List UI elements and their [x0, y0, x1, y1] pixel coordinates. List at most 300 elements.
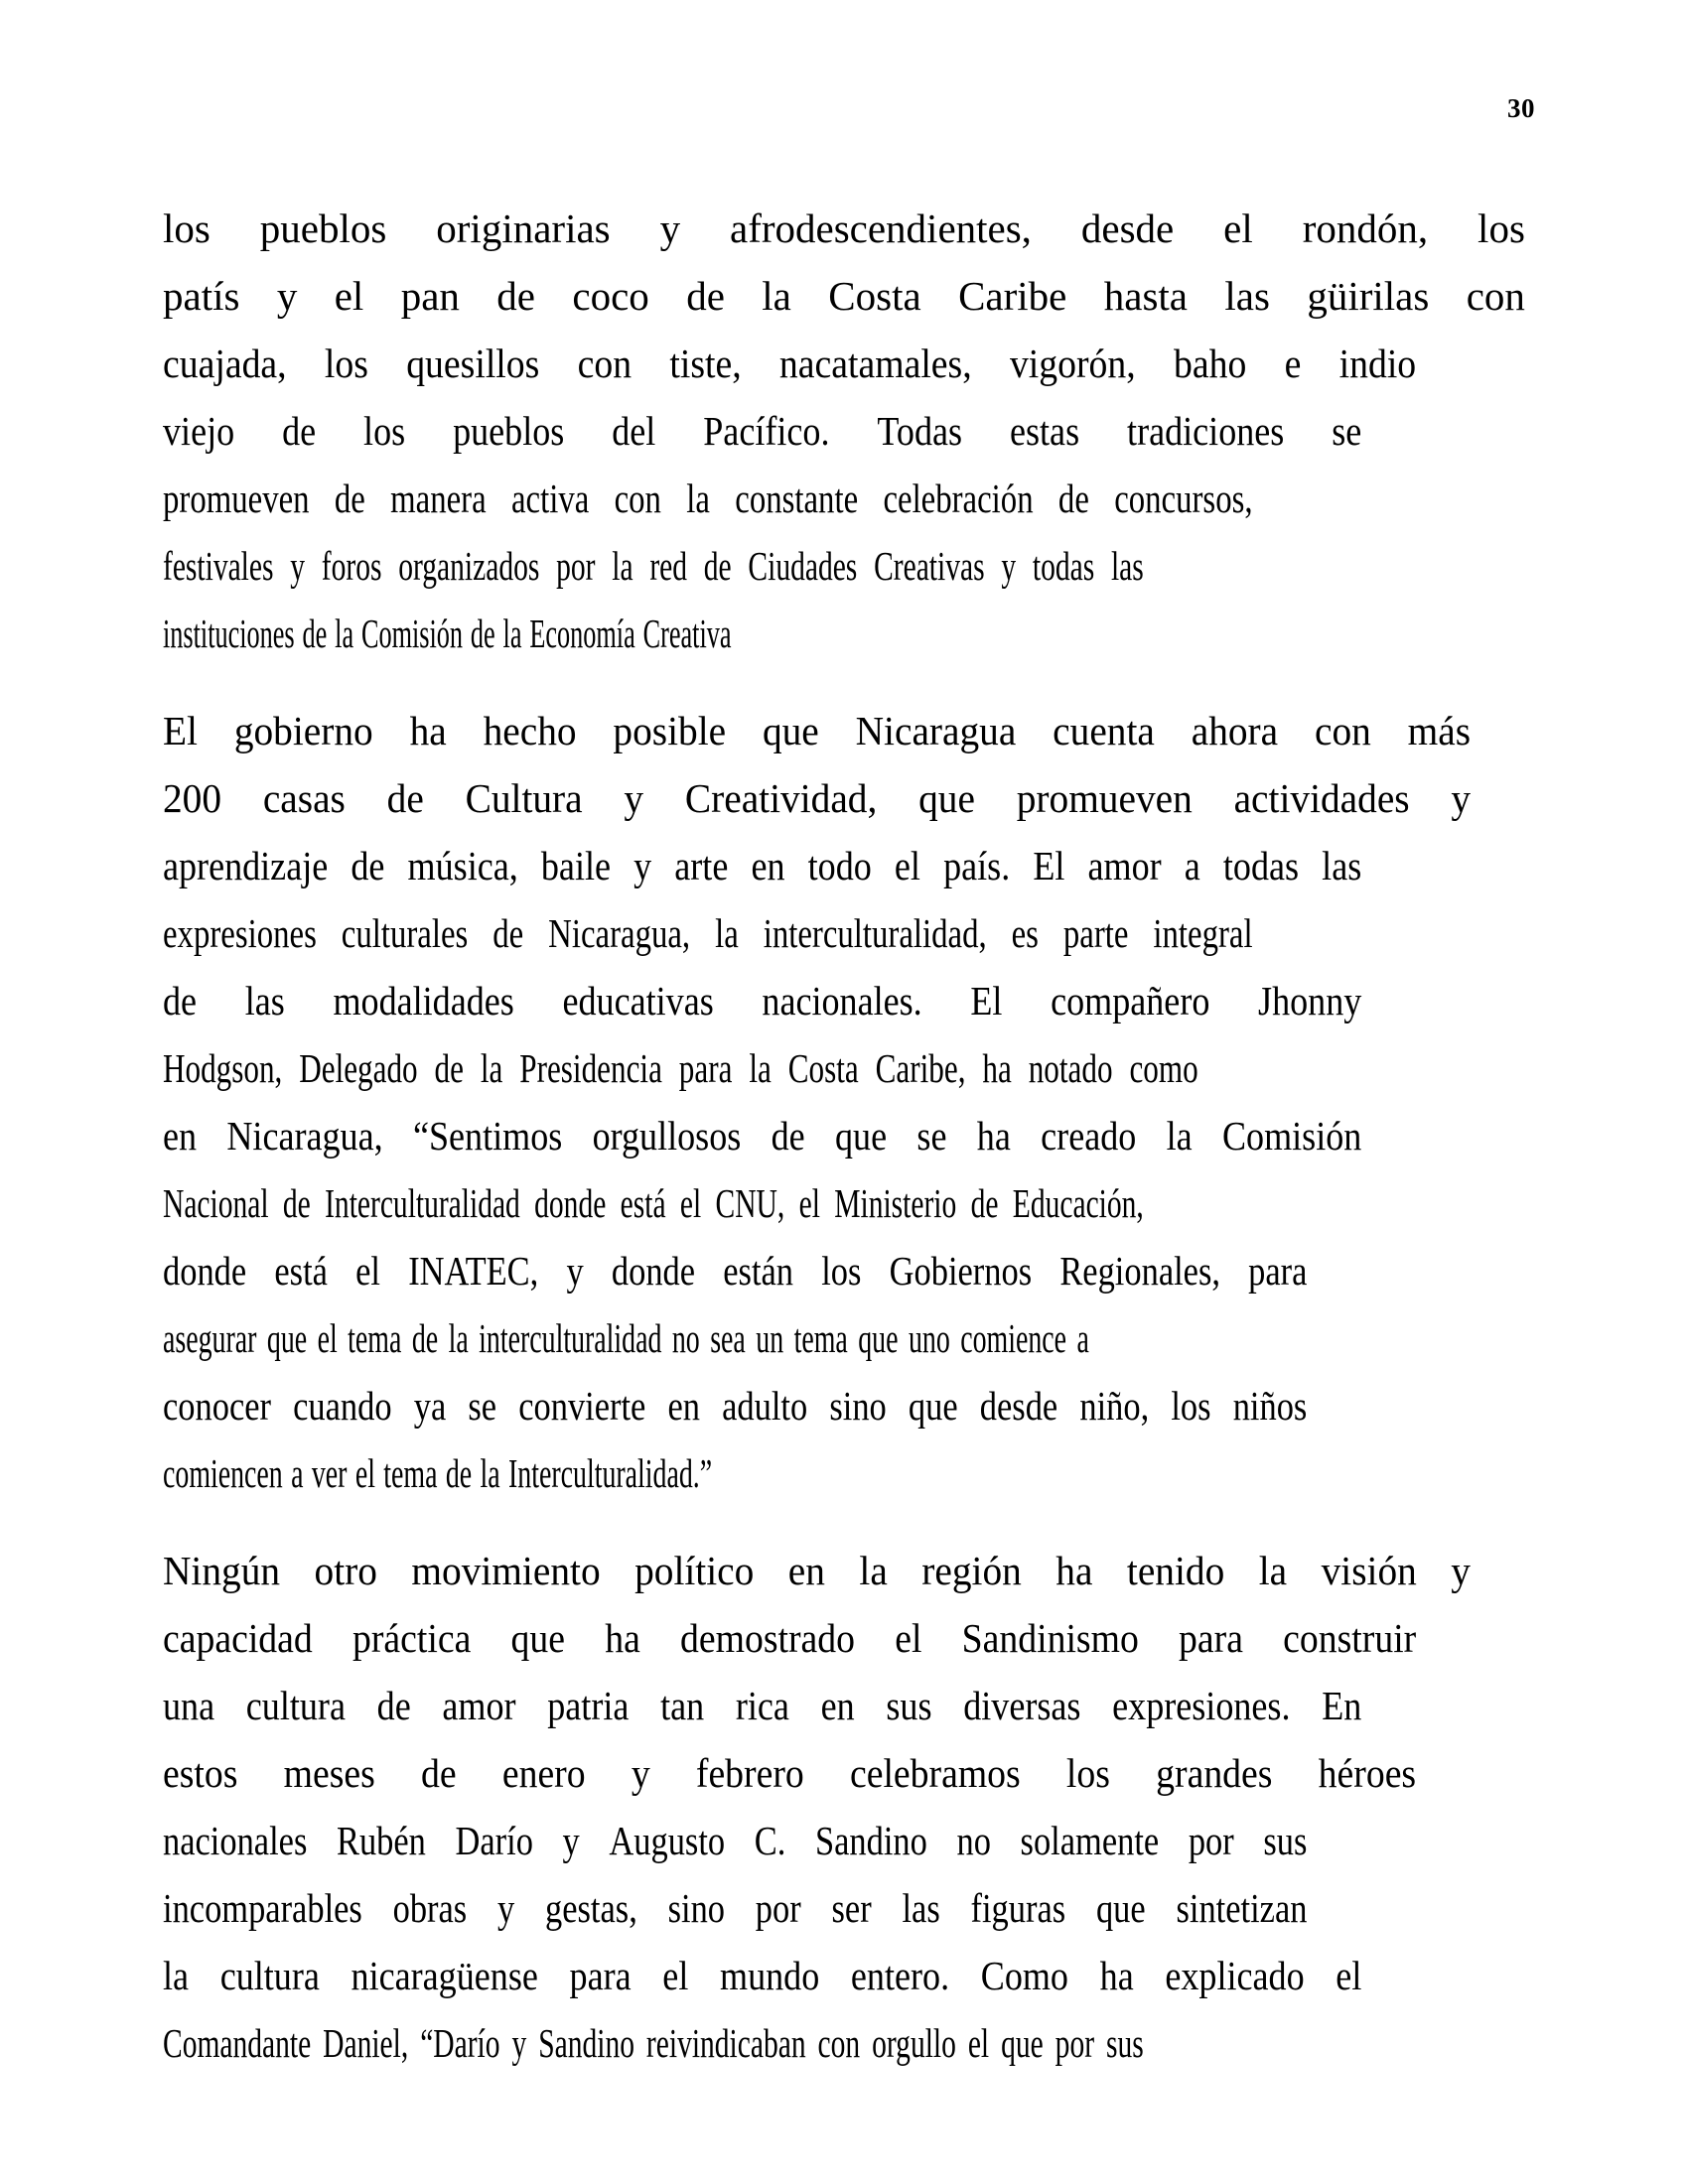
word: los	[1171, 1383, 1211, 1429]
word: el	[798, 1180, 820, 1226]
word: tan	[660, 1683, 705, 1728]
word: la	[686, 476, 710, 521]
word: el	[317, 1315, 338, 1361]
word: baho	[1173, 341, 1247, 386]
word: la	[1258, 1548, 1288, 1593]
word: ahora	[1191, 708, 1279, 753]
word: de	[470, 611, 495, 656]
word: Regionales,	[1059, 1248, 1220, 1294]
word: está	[620, 1180, 666, 1226]
word: rondón,	[1302, 205, 1429, 251]
word: afrodescendientes,	[730, 205, 1032, 251]
word: interculturalidad,	[763, 910, 987, 956]
word: educativas	[562, 978, 714, 1024]
word: la	[480, 1450, 500, 1496]
word: casas	[262, 775, 346, 821]
word: construir	[1283, 1615, 1417, 1661]
word: nicaragüense	[351, 1953, 538, 1998]
word: político	[634, 1548, 755, 1593]
body-text	[163, 195, 1525, 2077]
word: aprendizaje	[163, 843, 329, 888]
word: en	[751, 843, 785, 888]
word: Ciudades	[748, 543, 858, 589]
word: red	[649, 543, 688, 589]
word: se	[1332, 408, 1362, 454]
word: de	[1057, 476, 1089, 521]
word: coco	[572, 273, 649, 319]
word: que	[266, 1315, 308, 1361]
word: celebramos	[849, 1750, 1021, 1796]
word: orgullo	[872, 2020, 956, 2066]
word: ha	[1055, 1548, 1093, 1593]
word: de	[163, 978, 198, 1024]
word: nacatamales,	[778, 341, 972, 386]
word: los	[1477, 205, 1525, 251]
word: tiste,	[669, 341, 742, 386]
word: quesillos	[406, 341, 540, 386]
word: adulto	[722, 1383, 808, 1429]
word: compañero	[1051, 978, 1210, 1024]
word: el	[354, 1450, 375, 1496]
justified-line	[163, 1807, 1307, 1874]
word: ha	[409, 708, 447, 753]
word: tenido	[1126, 1548, 1225, 1593]
word: sus	[886, 1683, 932, 1728]
word: las	[1322, 843, 1362, 888]
word: el	[967, 2020, 990, 2066]
word: de	[376, 1683, 411, 1728]
word: para	[678, 1045, 733, 1091]
word: y	[497, 1885, 515, 1931]
word: Comisión	[360, 611, 464, 656]
word: instituciones	[163, 611, 295, 656]
text-line	[163, 1439, 1089, 1507]
word: niños	[1232, 1383, 1308, 1429]
justified-line	[163, 1372, 1307, 1439]
word: con	[577, 341, 633, 386]
word: y	[290, 543, 306, 589]
word: convierte	[518, 1383, 646, 1429]
text-line	[163, 1304, 1089, 1372]
word: manera	[390, 476, 487, 521]
word: meses	[283, 1750, 375, 1796]
word: el	[355, 1248, 380, 1294]
justified-line	[163, 1942, 1361, 2009]
word: Cultura	[465, 775, 583, 821]
word: no	[671, 1315, 700, 1361]
word: expresiones	[163, 910, 317, 956]
word: creado	[1041, 1113, 1137, 1159]
word: promueven	[163, 476, 310, 521]
word: Sandino	[814, 1818, 927, 1863]
word: los	[324, 341, 368, 386]
word: que	[918, 775, 975, 821]
word: Economía	[529, 611, 635, 656]
word: que	[858, 1315, 899, 1361]
word: modalidades	[333, 978, 514, 1024]
word: pueblos	[259, 205, 387, 251]
justified-line	[163, 1102, 1361, 1169]
word: a	[1076, 1315, 1089, 1361]
word: el	[679, 1180, 702, 1226]
word: movimiento	[411, 1548, 601, 1593]
word: Como	[980, 1953, 1068, 1998]
word: sus	[1263, 1818, 1308, 1863]
word: cultura	[245, 1683, 346, 1728]
justified-line	[163, 330, 1416, 397]
word: como	[1129, 1045, 1198, 1091]
word: de	[302, 611, 328, 656]
word: sino	[829, 1383, 887, 1429]
text-line	[163, 1034, 1198, 1102]
justified-line	[163, 1739, 1416, 1807]
word: se	[916, 1113, 947, 1159]
word: y	[1451, 1548, 1471, 1593]
word: donde	[611, 1248, 696, 1294]
word: de	[386, 775, 424, 821]
word: donde	[163, 1248, 247, 1294]
word: se	[468, 1383, 497, 1429]
word: Nicaragua,	[226, 1113, 383, 1159]
word: explicado	[1165, 1953, 1305, 1998]
word: Caribe,	[875, 1045, 966, 1091]
word: Ministerio	[834, 1180, 957, 1226]
word: C.	[754, 1818, 786, 1863]
word: ha	[982, 1045, 1012, 1091]
text-line	[163, 262, 1525, 330]
text-line	[163, 899, 1253, 967]
word: Costa	[828, 273, 921, 319]
justified-line	[163, 1304, 1089, 1372]
word: güirilas	[1307, 273, 1430, 319]
text-line	[163, 1604, 1416, 1672]
text-line	[163, 1942, 1361, 2009]
word: Educación,	[1012, 1180, 1144, 1226]
word: mundo	[720, 1953, 820, 1998]
word: y	[511, 2020, 527, 2066]
word: la	[480, 1045, 503, 1091]
word: ha	[1099, 1953, 1134, 1998]
word: con	[817, 2020, 861, 2066]
word: integral	[1153, 910, 1253, 956]
word: solamente	[1020, 1818, 1160, 1863]
word: Rubén	[336, 1818, 426, 1863]
word: es	[1011, 910, 1039, 956]
word: con	[614, 476, 661, 521]
justified-line	[163, 967, 1361, 1034]
word: rica	[735, 1683, 789, 1728]
word: Augusto	[609, 1818, 726, 1863]
word: Todas	[877, 408, 963, 454]
word: organizados	[398, 543, 540, 589]
word: El	[1033, 843, 1065, 888]
word: con	[1466, 273, 1525, 319]
word: Hodgson,	[163, 1045, 283, 1091]
word: una	[163, 1683, 215, 1728]
word: diversas	[963, 1683, 1081, 1728]
text-line	[163, 532, 1144, 600]
word: visión	[1321, 1548, 1417, 1593]
justified-line	[163, 1439, 1089, 1507]
word: para	[1248, 1248, 1308, 1294]
word: Jhonny	[1258, 978, 1362, 1024]
word: capacidad	[163, 1615, 313, 1661]
justified-line	[163, 465, 1253, 532]
word: por	[556, 543, 596, 589]
word: y	[276, 273, 298, 319]
word: en	[787, 1548, 825, 1593]
word: Interculturalidad	[325, 1180, 520, 1226]
word: patria	[547, 1683, 630, 1728]
word: está	[274, 1248, 328, 1294]
word: e	[1284, 341, 1302, 386]
word: y	[624, 775, 644, 821]
word: en	[667, 1383, 700, 1429]
justified-line	[163, 697, 1471, 764]
word: uno	[908, 1315, 950, 1361]
word: los	[1065, 1750, 1110, 1796]
word: los	[363, 408, 406, 454]
word: tradiciones	[1127, 408, 1285, 454]
justified-line	[163, 262, 1525, 330]
paragraph	[163, 1537, 1525, 2077]
word: de	[703, 543, 732, 589]
word: de	[282, 408, 317, 454]
word: del	[612, 408, 656, 454]
word: concursos,	[1114, 476, 1253, 521]
word: en	[163, 1113, 198, 1159]
word: Caribe	[958, 273, 1067, 319]
word: la	[612, 543, 633, 589]
word: las	[1110, 543, 1144, 589]
justified-line	[163, 600, 1035, 667]
word: de	[771, 1113, 805, 1159]
justified-line	[163, 532, 1144, 600]
word: por	[1188, 1818, 1234, 1863]
text-line	[163, 1874, 1307, 1942]
word: parte	[1062, 910, 1129, 956]
word: figuras	[970, 1885, 1066, 1931]
word: promueven	[1016, 775, 1193, 821]
word: de	[282, 1180, 311, 1226]
text-line	[163, 1102, 1361, 1169]
text-line	[163, 330, 1416, 397]
word: la	[502, 611, 522, 656]
word: ya	[413, 1383, 447, 1429]
word: para	[1179, 1615, 1243, 1661]
justified-line	[163, 195, 1525, 262]
word: de	[686, 273, 725, 319]
word: de	[351, 843, 385, 888]
word: enero	[501, 1750, 586, 1796]
word: vigorón,	[1009, 341, 1136, 386]
word: indio	[1338, 341, 1417, 386]
word: y	[1001, 543, 1017, 589]
word: grandes	[1156, 1750, 1273, 1796]
word: cuando	[293, 1383, 392, 1429]
word: pueblos	[453, 408, 565, 454]
word: las	[902, 1885, 940, 1931]
word: orgullosos	[592, 1113, 742, 1159]
word: cuenta	[1053, 708, 1155, 753]
paragraph	[163, 195, 1525, 667]
word: país.	[943, 843, 1011, 888]
word: hecho	[483, 708, 577, 753]
word: amor	[442, 1683, 516, 1728]
word: los	[821, 1248, 862, 1294]
word: hasta	[1103, 273, 1188, 319]
word: arte	[674, 843, 729, 888]
word: activa	[510, 476, 590, 521]
word: Pacífico.	[703, 408, 830, 454]
justified-line	[163, 397, 1361, 465]
word: otro	[314, 1548, 377, 1593]
word: las	[244, 978, 285, 1024]
word: interculturalidad	[479, 1315, 662, 1361]
word: por	[1055, 2020, 1095, 2066]
word: Interculturalidad.”	[508, 1450, 713, 1496]
word: Presidencia	[519, 1045, 662, 1091]
word: que	[1001, 2020, 1044, 2066]
word: cultura	[219, 1953, 320, 1998]
word: el	[1336, 1953, 1362, 1998]
word: la	[448, 1315, 469, 1361]
word: de	[434, 1045, 464, 1091]
word: gobierno	[233, 708, 373, 753]
word: comiencen	[163, 1450, 283, 1496]
word: notado	[1028, 1045, 1113, 1091]
word: “Darío	[420, 2020, 500, 2066]
word: sino	[667, 1885, 726, 1931]
word: sus	[1105, 2020, 1144, 2066]
justified-line	[163, 1169, 1144, 1237]
word: la	[859, 1548, 888, 1593]
word: la	[1166, 1113, 1193, 1159]
word: la	[762, 273, 791, 319]
word: baile	[540, 843, 612, 888]
word: El	[970, 978, 1003, 1024]
word: la	[335, 611, 354, 656]
word: pan	[400, 273, 460, 319]
word: donde	[534, 1180, 607, 1226]
word: Daniel,	[323, 2020, 409, 2066]
word: héroes	[1318, 1750, 1417, 1796]
word: y	[566, 1248, 584, 1294]
word: culturales	[341, 910, 469, 956]
word: tema	[348, 1315, 402, 1361]
word: la	[163, 1953, 190, 1998]
word: cuajada,	[163, 341, 287, 386]
word: que	[834, 1113, 888, 1159]
word: Costa	[787, 1045, 859, 1091]
word: En	[1322, 1683, 1362, 1728]
word: a	[1184, 843, 1200, 888]
word: expresiones.	[1112, 1683, 1291, 1728]
word: que	[908, 1383, 958, 1429]
word: obras	[392, 1885, 468, 1931]
text-line	[163, 1807, 1307, 1874]
paragraph	[163, 697, 1525, 1507]
text-line	[163, 697, 1471, 764]
word: más	[1407, 708, 1472, 753]
word: y	[631, 1750, 650, 1796]
text-line	[163, 832, 1361, 899]
word: no	[956, 1818, 991, 1863]
word: de	[496, 273, 535, 319]
word: festivales	[163, 543, 274, 589]
text-line	[163, 600, 1035, 667]
word: que	[510, 1615, 566, 1661]
word: un	[756, 1315, 784, 1361]
word: Comisión	[1221, 1113, 1362, 1159]
word: estos	[163, 1750, 238, 1796]
justified-line	[163, 2009, 1144, 2077]
word: febrero	[695, 1750, 804, 1796]
word: “Sentimos	[412, 1113, 563, 1159]
word: reivindicaban	[645, 2020, 806, 2066]
word: que	[762, 708, 819, 753]
text-line	[163, 195, 1525, 262]
word: CNU,	[715, 1180, 785, 1226]
word: nacionales.	[762, 978, 922, 1024]
word: de	[970, 1180, 999, 1226]
word: ver	[311, 1450, 348, 1496]
text-line	[163, 2009, 1144, 2077]
word: ser	[831, 1885, 872, 1931]
word: Delegado	[299, 1045, 418, 1091]
word: nacionales	[163, 1818, 308, 1863]
word: todo	[807, 843, 872, 888]
word: la	[715, 910, 739, 956]
text-line	[163, 1537, 1471, 1604]
word: comience	[960, 1315, 1067, 1361]
word: constante	[735, 476, 859, 521]
word: con	[1314, 708, 1371, 753]
word: asegurar	[163, 1315, 257, 1361]
word: Creatividad,	[684, 775, 878, 821]
word: El	[163, 708, 198, 753]
word: la	[749, 1045, 772, 1091]
word: de	[421, 1750, 457, 1796]
word: práctica	[352, 1615, 472, 1661]
text-line	[163, 1169, 1144, 1237]
word: para	[569, 1953, 632, 1998]
word: ha	[605, 1615, 640, 1661]
word: patís	[163, 273, 240, 319]
word: originarias	[436, 205, 611, 251]
word: están	[723, 1248, 794, 1294]
word: y	[1451, 775, 1472, 821]
word: el	[334, 273, 364, 319]
word: todas	[1222, 843, 1300, 888]
word: entero.	[850, 1953, 950, 1998]
word: demostrado	[680, 1615, 856, 1661]
word: y	[659, 205, 681, 251]
word: sintetizan	[1176, 1885, 1308, 1931]
word: tema	[793, 1315, 848, 1361]
word: las	[1224, 273, 1270, 319]
text-line	[163, 1672, 1361, 1739]
word: sea	[710, 1315, 746, 1361]
justified-line	[163, 1537, 1471, 1604]
word: de	[445, 1450, 473, 1496]
word: de	[411, 1315, 439, 1361]
text-line	[163, 967, 1361, 1034]
word: por	[755, 1885, 801, 1931]
word: Comandante	[163, 2020, 312, 2066]
word: celebración	[883, 476, 1034, 521]
word: el	[662, 1953, 689, 1998]
